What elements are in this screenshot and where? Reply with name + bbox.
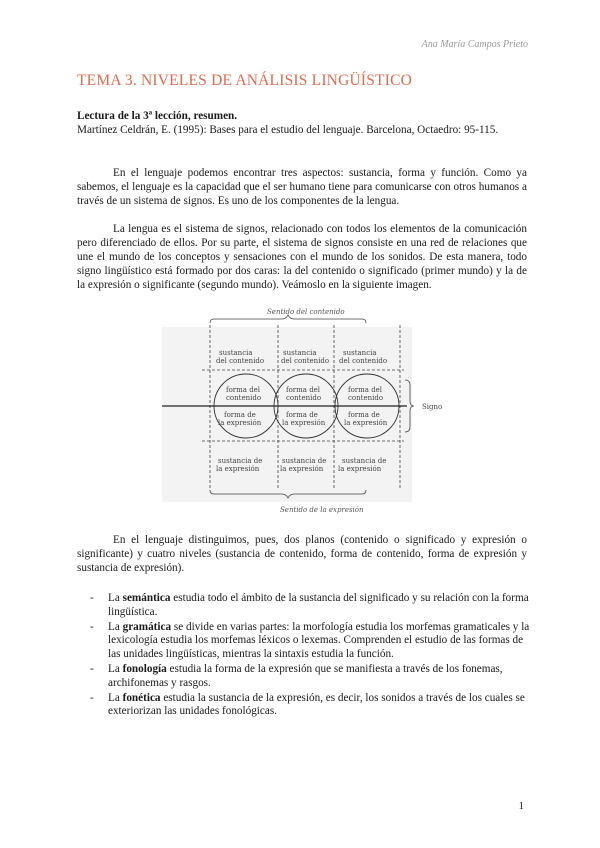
cell-r1c2b: del contenido [281,357,330,365]
term-fonetica: fonética [122,691,161,704]
cell-r2c2b: contenido [286,394,322,402]
list-dash: - [90,691,94,704]
cell-r1c3b: del contenido [339,357,388,365]
list-item [90,592,530,620]
reading-citation: Martínez Celdrán, E. (1995): Bases para el estudio del lenguaje. Barcelona, Octaedro: 95-115. [77,124,499,136]
page-number: 1 [518,800,524,812]
reading-heading: Lectura de la 3ª lección, resumen. [77,110,238,122]
levels-list [90,592,530,720]
cell-r2c3b: contenido [348,394,384,402]
cell-r4c2b: la expresión [280,465,324,473]
cell-r2c2a: forma del [286,386,321,394]
header-author: Ana María Campos Prieto [421,39,528,50]
term-gramatica: gramática [122,620,172,633]
cell-r3c3b: la expresión [344,419,388,427]
paragraph-1: En el lenguaje podemos encontrar tres aspectos: sustancia, forma y función. Como ya sabemos, el lenguaje es la capacidad que el ser humano tiene para comunicarse con otros humanos a través de un sistema de signos. Es uno de los componentes de la lengua. [77,167,527,207]
paragraph-3: En el lenguaje distinguimos, pues, dos planos (contenido o significado y expresión o significante) y cuatro niveles (sustancia de contenido, forma de contenido, forma de expresión y sustancia de expresión). [77,534,527,574]
cell-r3c2a: forma de [286,411,318,419]
sign-diagram [162,305,462,515]
cell-r4c3a: sustancia de [342,457,387,465]
cell-r4c1b: la expresión [216,465,260,473]
cell-r4c1a: sustancia de [218,457,263,465]
list-item-post: estudia la sustancia de la expresión, es decir, los sonidos a través de los cuales se exteriorizan las unidades fonológicas. [108,691,525,718]
paragraph-2: La lengua es el sistema de signos, relacionado con todos los elementos de la comunicación pero diferenciado de ellos. Por su parte, el sistema de signos consiste en una red de relaciones que une el mundo de los conceptos y sensaciones con el mundo de los sonidos. De esta manera, todo signo lingüístico está formado por dos caras: la del contenido o significado (primer mundo) y la de la expresión o significante (segundo mundo). Veámoslo en la siguiente imagen. [77,223,527,291]
list-item-pre: La [108,691,123,704]
cell-r4c3b: la expresión [338,465,382,473]
list-item-post: estudia la forma de la expresión que se manifiesta a través de los fonemas, archifonemas y rasgos. [108,662,503,689]
list-item [90,663,530,691]
top-label: Sentido del contenido [267,308,345,316]
page-title: TEMA 3. NIVELES DE ANÁLISIS LINGÜÍSTICO [77,72,413,89]
cell-r3c1a: forma de [224,411,256,419]
cell-r1c3a: sustancia [343,349,377,357]
cell-r4c2a: sustancia de [282,457,327,465]
list-item-post: estudia todo el ámbito de la sustancia del significado y su relación con la forma lingüística. [108,592,529,618]
side-label: Signo [422,403,443,411]
cell-r1c1b: del contenido [216,357,265,365]
list-dash: - [90,662,94,675]
bottom-label: Sentido de la expresión [280,506,364,514]
list-item-pre: La [108,620,123,633]
cell-r2c1a: forma del [226,386,261,394]
term-semantica: semántica [122,592,171,604]
reading-block [77,109,527,137]
list-item [90,621,530,662]
sign-diagram-svg [162,305,462,515]
list-dash: - [90,592,94,604]
list-dash: - [90,620,94,633]
list-item [90,692,530,720]
list-item-pre: La [108,592,123,604]
cell-r3c2b: la expresión [282,419,326,427]
cell-r2c3a: forma del [348,386,383,394]
cell-r3c3a: forma de [348,411,380,419]
list-item-post: se divide en varias partes: la morfología estudia los morfemas gramaticales y la lexicología estudia los morfemas léxicos o lexemas. Comprenden el estudio de las formas de las unidades lingüísticas, mientras la sintaxis estudia la función. [108,620,530,661]
cell-r1c1a: sustancia [219,349,253,357]
cell-r1c2a: sustancia [283,349,317,357]
list-item-pre: La [108,662,123,675]
cell-r3c1b: la expresión [218,419,262,427]
cell-r2c1b: contenido [226,394,262,402]
term-fonologia: fonología [122,662,167,675]
